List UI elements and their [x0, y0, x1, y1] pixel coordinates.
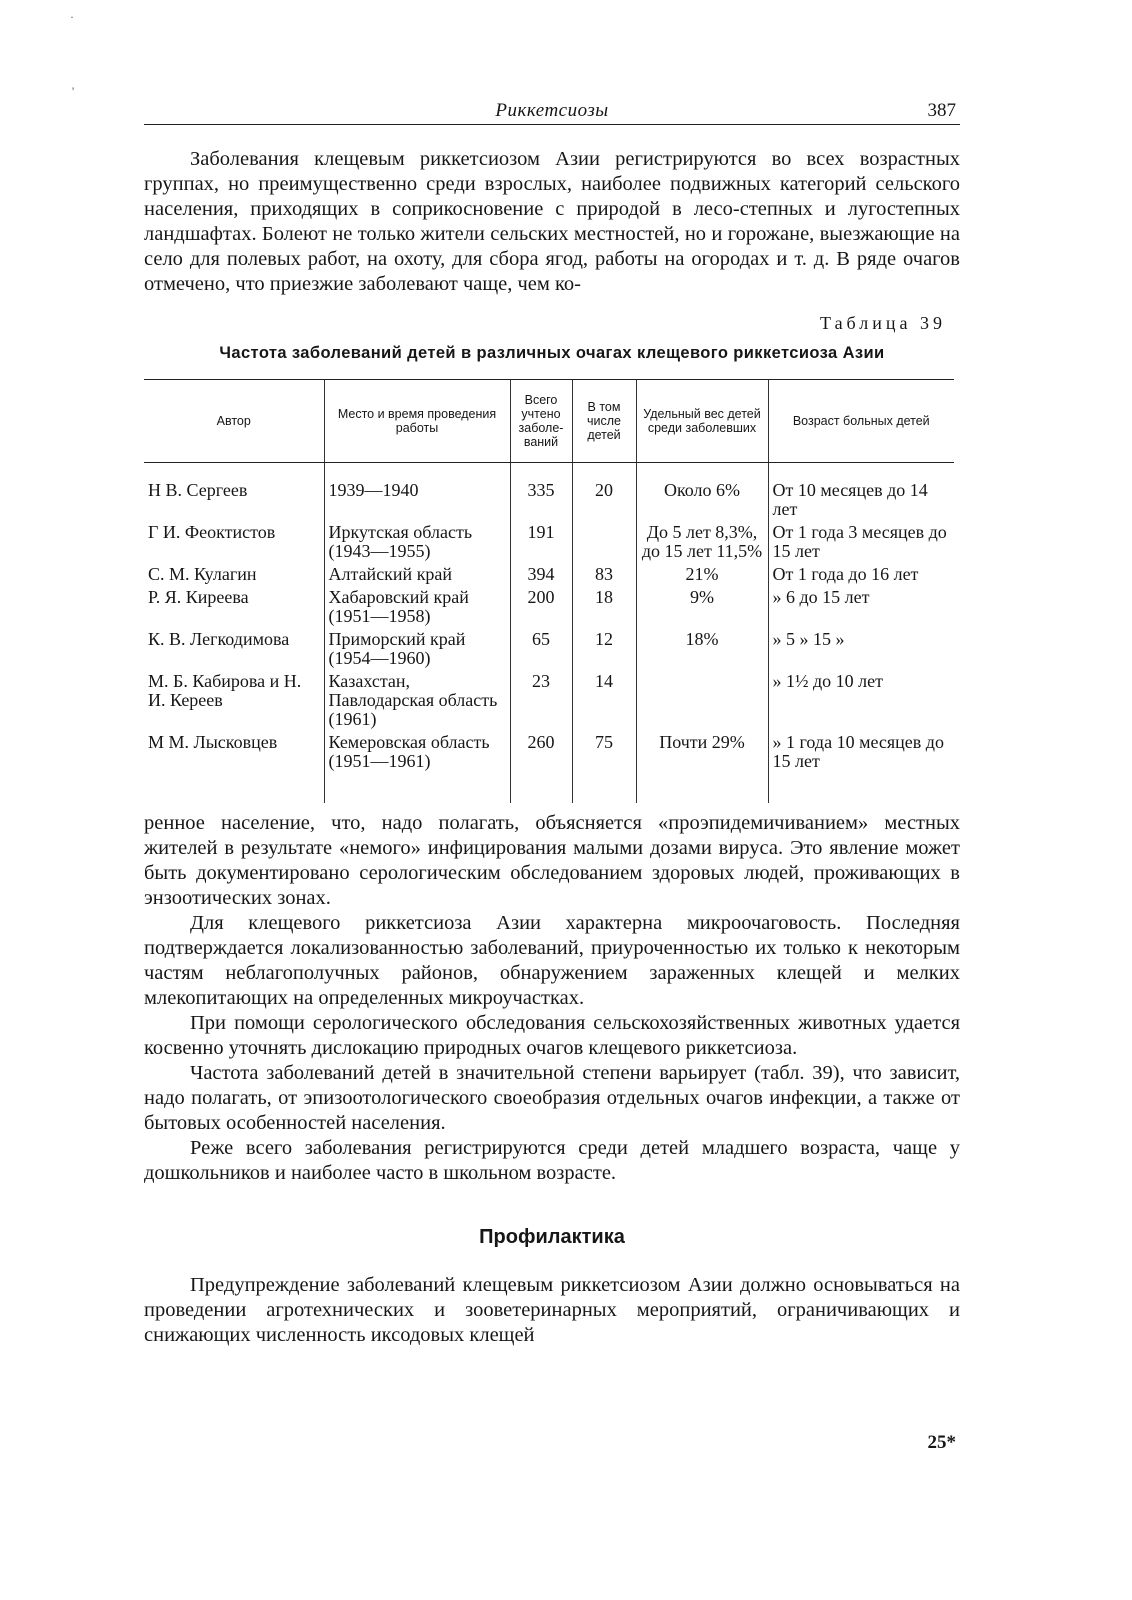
cell-share: 21% [636, 563, 768, 586]
paragraph: Предупреждение заболеваний клещевым риккетсиозом Азии должно основываться на проведении агротехнических и зооветеринарных мероприятий, ограничивающих и снижающих численность иксодовых клещей [144, 1274, 960, 1346]
cell-author: К. В. Легкодимова [148, 629, 290, 649]
margin-mark: ' [72, 84, 75, 98]
cell-author: М М. Лысковцев [148, 732, 278, 752]
cell-total: 335 [510, 463, 572, 522]
paragraph: Для клещевого риккетсиоза Азии характерна микроочаговость. Последняя подтверждается локализованностью заболеваний, приуроченностью их только к некоторым частям неблагополучных районов, обнаружением зараженных клещей и мелких млекопитающих на определенных микроучастках. [144, 912, 960, 1009]
cell-author: С. М. Кулагин [148, 564, 257, 584]
cell-total: 200 [510, 586, 572, 628]
signature-mark: 25* [927, 1432, 956, 1453]
cell-share [636, 670, 768, 731]
cell-author: Р. Я. Киреева [148, 587, 249, 607]
table-row [144, 521, 954, 563]
cell-share: Почти 29% [636, 731, 768, 773]
cell-total: 191 [510, 521, 572, 563]
page [144, 96, 960, 1348]
paragraph: При помощи серологического обследования сельскохозяйственных животных удается косвенно уточнять дислокацию природных очагов клещевого риккетсиоза. [144, 1012, 960, 1059]
table-row [144, 563, 954, 586]
cell-author: Г И. Феоктистов [148, 522, 276, 542]
cell-age: » 6 до 15 лет [768, 586, 954, 628]
cell-children [572, 521, 636, 563]
running-header [144, 96, 960, 125]
table-row [144, 670, 954, 731]
data-table [144, 379, 954, 803]
cell-children: 20 [572, 463, 636, 522]
cell-total: 260 [510, 731, 572, 773]
cell-children: 75 [572, 731, 636, 773]
margin-mark: · [70, 10, 74, 24]
cell-share: Около 6% [636, 463, 768, 522]
table-row [144, 731, 954, 773]
cell-age: От 1 года 3 месяцев до 15 лет [768, 521, 954, 563]
header-cell: Всего учтено заболеваний [510, 380, 572, 463]
cell-total: 65 [510, 628, 572, 670]
header-cell: Место и время проведения работы [324, 380, 510, 463]
table-row [144, 463, 954, 522]
paragraph: Заболевания клещевым риккетсиозом Азии регистрируются во всех возрастных группах, но преимущественно среди взрослых, наиболее подвижных категорий сельского населения, приходящих в соприкосновение с природой в лесо-степных и лугостепных ландшафтах. Болеют не только жители сельских местностей, но и горожане, выезжающие на село для полевых работ, на охоту, для сбора ягод, работы на огородах и т. д. В ряде очагов отмечено, что приезжие заболевают чаще, чем ко- [144, 148, 960, 295]
table-row [144, 586, 954, 628]
cell-age: От 1 года до 16 лет [768, 563, 954, 586]
cell-children: 14 [572, 670, 636, 731]
cell-total: 394 [510, 563, 572, 586]
cell-share: До 5 лет 8,3%, до 15 лет 11,5% [636, 521, 768, 563]
cell-place: Иркутская область (1943—1955) [324, 521, 510, 563]
header-cell: В том числе детей [572, 380, 636, 463]
cell-age: » 5 » 15 » [768, 628, 954, 670]
table-header-row [144, 380, 954, 463]
cell-share: 9% [636, 586, 768, 628]
paragraph: ренное население, что, надо полагать, объясняется «проэпидемичиванием» местных жителей в результате «немого» инфицирования малыми дозами вируса. Это явление может быть документировано серологическим обследованием здоровых людей, проживающих в энзоотических зонах. [144, 812, 960, 909]
table-row [144, 628, 954, 670]
cell-place: 1939—1940 [324, 463, 510, 522]
cell-place: Казахстан, Павлодарская область (1961) [324, 670, 510, 731]
section-heading: Профилактика [479, 1226, 625, 1248]
cell-share: 18% [636, 628, 768, 670]
table-caption: Таблица 39 [820, 313, 946, 333]
cell-age: » 1½ до 10 лет [768, 670, 954, 731]
cell-author: М. Б. Кабирова и Н. И. Кереев [148, 671, 302, 710]
header-cell: Возраст больных детей [768, 380, 954, 463]
header-cell: Удельный вес детей среди заболевших [636, 380, 768, 463]
cell-place: Хабаровский край (1951—1958) [324, 586, 510, 628]
cell-place: Приморский край (1954—1960) [324, 628, 510, 670]
cell-age: » 1 года 10 месяцев до 15 лет [768, 731, 954, 773]
cell-children: 12 [572, 628, 636, 670]
running-title: Риккетсиозы [495, 100, 609, 121]
cell-age: От 10 месяцев до 14 лет [768, 463, 954, 522]
page-number: 387 [927, 100, 956, 121]
cell-children: 83 [572, 563, 636, 586]
header-cell: Автор [144, 380, 324, 463]
paragraph: Реже всего заболевания регистрируются среди детей младшего возраста, чаще у дошкольников и наиболее часто в школьном возрасте. [144, 1137, 960, 1184]
cell-author: Н В. Сергеев [148, 480, 248, 500]
cell-place: Алтайский край [324, 563, 510, 586]
cell-place: Кемеровская область (1951—1961) [324, 731, 510, 773]
table-title: Частота заболеваний детей в различных очагах клещевого риккетсиоза Азии [219, 344, 885, 362]
paragraph: Частота заболеваний детей в значительной степени варьирует (табл. 39), что зависит, надо полагать, от эпизоотологического своеобразия отдельных очагов инфекции, а также от бытовых особенностей населения. [144, 1062, 960, 1134]
table-spacer-row [144, 773, 954, 803]
cell-total: 23 [510, 670, 572, 731]
cell-children: 18 [572, 586, 636, 628]
